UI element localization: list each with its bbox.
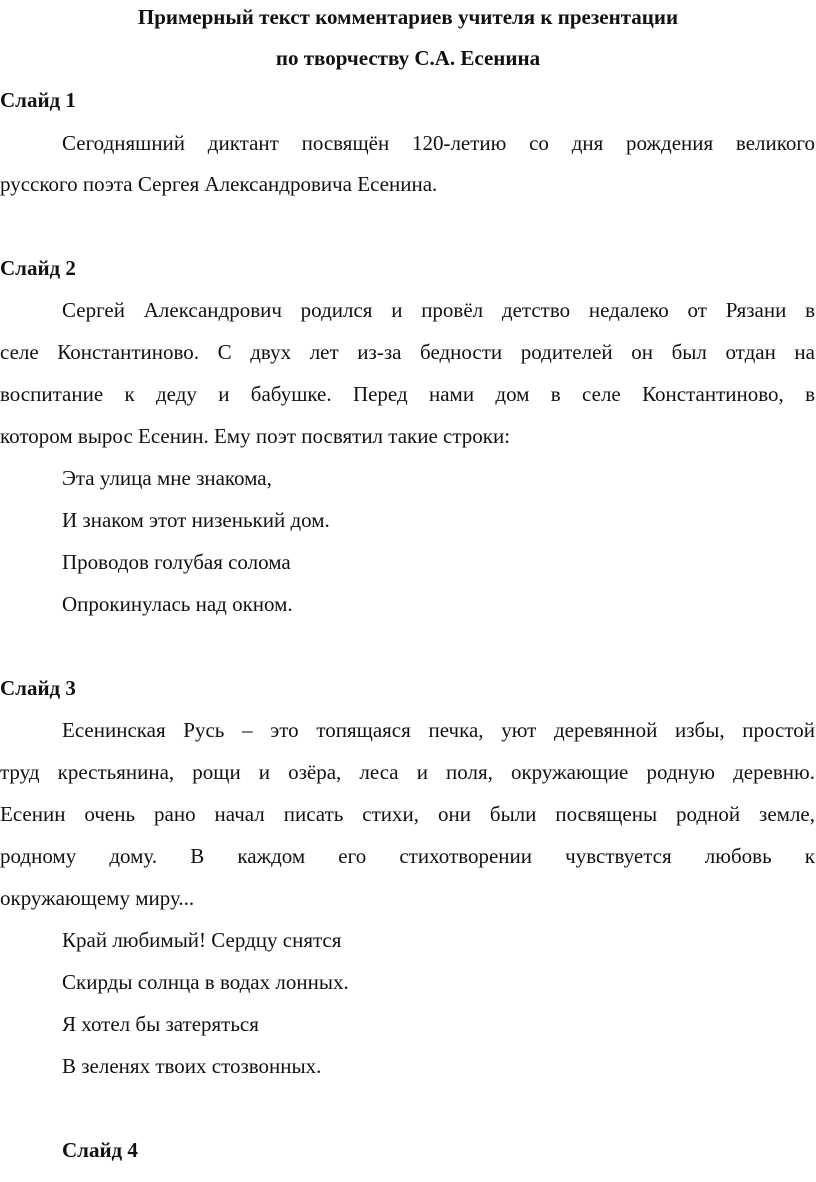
slide-2-paragraph-line: воспитание к деду и бабушке. Перед нами дом в селе Константиново, в: [0, 382, 815, 406]
slide-1-paragraph-line: Сегодняшний диктант посвящён 120-летию со дня рождения великого: [62, 131, 815, 155]
slide-2-poem-line: Эта улица мне знакома,: [62, 466, 272, 490]
slide-4-heading: Слайд 4: [62, 1138, 138, 1162]
slide-3-poem-line: Край любимый! Сердцу снятся: [62, 928, 342, 952]
slide-3-paragraph-line: родному дому. В каждом его стихотворении чувствуется любовь к: [0, 844, 815, 868]
slide-2-paragraph-line: селе Константиново. С двух лет из-за бедности родителей он был отдан на: [0, 340, 815, 364]
slide-3-poem-line: Скирды солнца в водах лонных.: [62, 970, 349, 994]
slide-2-poem-line: И знаком этот низенький дом.: [62, 508, 330, 532]
slide-2-poem-line: Проводов голубая солома: [62, 550, 291, 574]
slide-3-paragraph-line: Есенинская Русь – это топящаяся печка, уют деревянной избы, простой: [62, 718, 815, 742]
slide-3-poem-line: В зеленях твоих стозвонных.: [62, 1054, 322, 1078]
slide-3-heading: Слайд 3: [0, 676, 76, 700]
slide-2-heading: Слайд 2: [0, 256, 76, 280]
document-title-line-1: Примерный текст комментариев учителя к презентации: [137, 5, 679, 29]
slide-1-paragraph-line: русского поэта Сергея Александровича Есенина.: [0, 172, 438, 196]
slide-3-paragraph-line: окружающему миру...: [0, 886, 195, 910]
slide-3-paragraph-line: Есенин очень рано начал писать стихи, они были посвящены родной земле,: [0, 802, 815, 826]
slide-2-poem-line: Опрокинулась над окном.: [62, 592, 293, 616]
document-title-line-2: по творчеству С.А. Есенина: [275, 46, 541, 70]
slide-3-poem-line: Я хотел бы затеряться: [62, 1012, 259, 1036]
slide-1-heading: Слайд 1: [0, 88, 76, 112]
slide-2-paragraph-line: котором вырос Есенин. Ему поэт посвятил такие строки:: [0, 424, 511, 448]
slide-3-paragraph-line: труд крестьянина, рощи и озёра, леса и поля, окружающие родную деревню.: [0, 760, 815, 784]
slide-2-paragraph-line: Сергей Александрович родился и провёл детство недалеко от Рязани в: [62, 298, 815, 322]
